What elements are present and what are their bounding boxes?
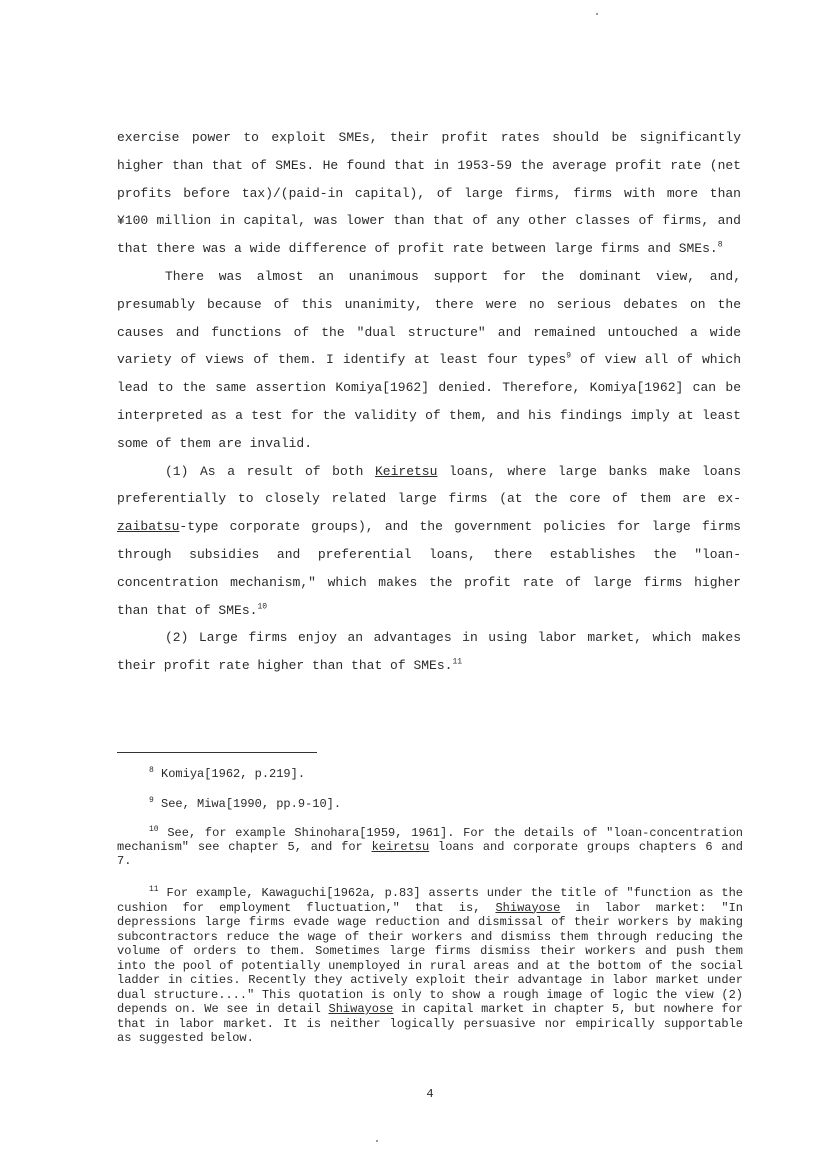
footnote-separator [117, 752, 317, 753]
footnote-number: 11 [149, 885, 159, 894]
footnote-11: $^{11}$ For example, Kawaguchi[1962a, p.83] asserts under the title of "function as the cushion for employment fluctuation," that is, Shiwayose in labor market: "In depressions large firms evade wage reduction and dismissal of their workers by making subcontractors reduce the wage of their workers and dismiss them through reducing the volume of orders to them. Sometimes large firms dismiss their workers and push them into the pool of potentially unemployed in rural areas and at the bottom of the social ladder in cities. Recently they actively exploit their advantage in labor market under dual structure...." This quotation is only to show a rough image of logic the view (2) depends on. We see in detail Shiwayose in capital market in chapter 5, but nowhere for that in labor market. It is neither logically persuasive nor empirically supportable as suggested below. [117, 885, 743, 1045]
footnote-ref-11[interactable]: 11 [452, 657, 463, 667]
paragraph-1: exercise power to exploit SMEs, their profit rates should be significantly higher than that of SMEs. He found that in 1953-59 the average profit rate (net profits before tax)/(paid-in capital), of large firms, firms with more than ¥100 million in capital, was lower than that of any other classes of firms, and that there was a wide difference of profit rate between large firms and SMEs.$^8$ [117, 130, 741, 257]
footnote-number: 8 [149, 766, 154, 775]
keiretsu-term: Keiretsu [374, 463, 438, 479]
scan-speck [376, 1140, 378, 1142]
footnote-ref-8[interactable]: 8 [717, 240, 723, 250]
footnote-9: $^9$ See, Miwa[1990, pp.9-10]. [149, 796, 342, 811]
footnote-number: 9 [149, 796, 154, 805]
keiretsu-term: keiretsu [371, 840, 430, 854]
main-text [117, 124, 741, 680]
page-number: 4 [426, 1087, 434, 1101]
shiwayose-term: Shiwayose [328, 1002, 394, 1016]
scan-speck [596, 13, 598, 15]
shiwayose-term: Shiwayose [495, 900, 561, 915]
paragraph-3: (1) As a result of both Keiretsu loans, where large banks make loans preferentially to closely related large firms (at the core of them are ex-zaibatsu-type corporate groups), and the government policies for large firms through subsidies and preferential loans, there establishes the "loan-concentration mechanism," which makes the profit rate of large firms higher than that of SMEs.$^{10}$ [117, 463, 741, 618]
zaibatsu-term: zaibatsu [117, 519, 180, 535]
footnote-ref-9[interactable]: 9 [566, 352, 572, 362]
footnote-10: $^{10}$ See, for example Shinohara[1959, 1961]. For the details of "loan-concentration mechanism" see chapter 5, and for keiretsu loans and corporate groups chapters 6 and 7. [117, 825, 743, 868]
paragraph-4: (2) Large firms enjoy an advantages in using labor market, which makes their profit rate higher than that of SMEs.$^{11}$ [117, 630, 741, 674]
footnote-8: $^8$ Komiya[1962, p.219]. [149, 766, 306, 781]
paragraph-2: There was almost an unanimous support for the dominant view, and, presumably because of this unanimity, there were no serious debates on the causes and functions of the "dual structure" and remained untouched a wide variety of views of them. I identify at least four types$^9$ of view all of which lead to the same assertion Komiya[1962] denied. Therefore, Komiya[1962] can be interpreted as a test for the validity of them, and his findings imply at least some of them are invalid. [117, 268, 742, 451]
footnote-number: 10 [149, 825, 159, 834]
footnote-ref-10[interactable]: 10 [257, 602, 268, 612]
